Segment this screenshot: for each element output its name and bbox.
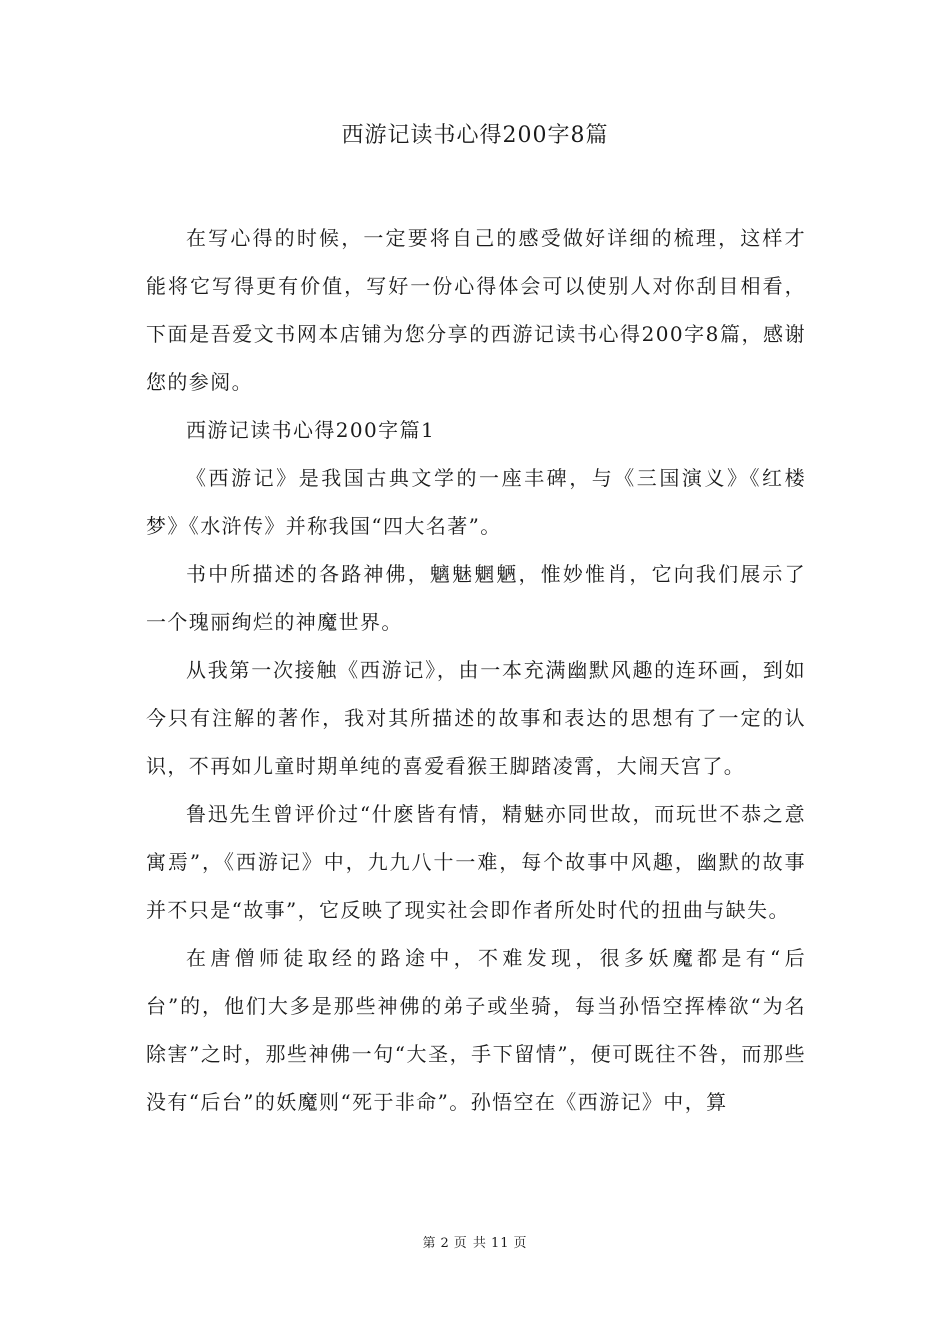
paragraph: 书中所描述的各路神佛，魑魅魍魉，惟妙惟肖，它向我们展示了一个瑰丽绚烂的神魔世界。: [146, 562, 806, 634]
section-heading: 西游记读书心得200字篇1: [186, 418, 436, 442]
footer-suffix: 页: [513, 1236, 528, 1251]
footer-total-pages: 11: [490, 1236, 510, 1251]
footer-middle: 页 共: [453, 1236, 487, 1251]
paragraph: 在唐僧师徒取经的路途中，不难发现，很多妖魔都是有“后台”的，他们大多是那些神佛的弟子或坐骑，每当孙悟空挥棒欲“为名除害”之时，那些神佛一句“大圣，手下留情”，便可既往不咎，而那些没有“后台”的妖魔则“死于非命”。孙悟空在《西游记》中，算: [146, 946, 806, 1114]
paragraph-intro: 在写心得的时候，一定要将自己的感受做好详细的梳理，这样才能将它写得更有价值，写好一份心得体会可以使别人对你刮目相看，下面是吾爱文书网本店铺为您分享的西游记读书心得200字8篇，感谢您的参阅。: [146, 226, 806, 394]
footer-prefix: 第: [422, 1236, 437, 1251]
footer-current-page: 2: [440, 1236, 450, 1251]
page-footer: [0, 1232, 950, 1251]
document-title: 西游记读书心得200字8篇: [341, 123, 609, 148]
paragraph: 鲁迅先生曾评价过“什麽皆有情，精魅亦同世故，而玩世不恭之意寓焉”，《西游记》中，九九八十一难，每个故事中风趣，幽默的故事并不只是“故事”，它反映了现实社会即作者所处时代的扭曲与缺失。: [146, 802, 806, 922]
document-body: [146, 214, 806, 1126]
paragraph: 从我第一次接触《西游记》，由一本充满幽默风趣的连环画，到如今只有注解的著作，我对其所描述的故事和表达的思想有了一定的认识，不再如儿童时期单纯的喜爱看猴王脚踏凌霄，大闹天宫了。: [146, 658, 806, 778]
paragraph: 《西游记》是我国古典文学的一座丰碑，与《三国演义》《红楼梦》《水浒传》并称我国“四大名著”。: [146, 466, 806, 538]
